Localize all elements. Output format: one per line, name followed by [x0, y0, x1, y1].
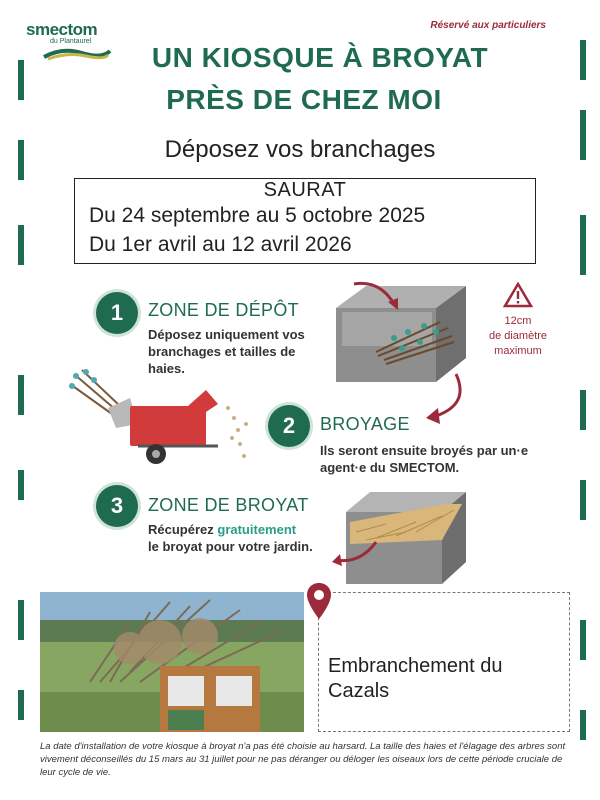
step-3-desc-after: le broyat pour votre jardin.: [148, 539, 313, 554]
left-border-dashes: [18, 0, 24, 800]
step-1-title: ZONE DE DÉPÔT: [148, 300, 299, 320]
location-line-1: Embranchement du: [328, 655, 503, 677]
logo-subtitle: du Plantaurel: [50, 38, 92, 45]
schedule-period-1: Du 24 septembre au 5 octobre 2025: [89, 204, 426, 227]
step-1-badge: 1: [96, 292, 138, 334]
page-title-line1: UN KIOSQUE À BROYAT: [151, 42, 489, 73]
diameter-warning: [478, 282, 558, 358]
warning-text-3: maximum: [494, 345, 542, 357]
step-2-badge: 2: [268, 405, 310, 447]
location-pin-icon: [306, 582, 332, 620]
kiosk-photo-image: [40, 592, 304, 732]
step-2-description: Ils seront ensuite broyés par un·e agent·e du SMECTOM.: [320, 443, 529, 475]
step-1-description: Déposez uniquement vos branchages et tailles de haies.: [148, 327, 305, 376]
right-border-dashes: [580, 0, 586, 800]
arrow-to-bin-icon: [350, 278, 410, 318]
step-3-title: ZONE DE BROYAT: [148, 495, 309, 515]
schedule-period-2: Du 1er avril au 12 avril 2026: [89, 233, 352, 256]
reserved-notice: Réservé aux particuliers: [430, 20, 546, 31]
warning-text-2: de diamètre: [488, 330, 548, 342]
wood-chipper-illustration: [68, 368, 264, 468]
step-3-desc-highlight: gratuitement: [217, 522, 297, 537]
schedule-city: SAURAT: [263, 179, 347, 201]
location-name: [328, 654, 560, 704]
warning-text-1: 12cm: [504, 315, 532, 327]
step-3-description: [148, 521, 328, 555]
arrow-to-step2-icon: [420, 370, 470, 430]
step-3-badge: 3: [96, 485, 138, 527]
kiosk-photo: [40, 592, 304, 732]
page-subtitle: Déposez vos branchages: [164, 136, 436, 163]
location-line-2: Cazals: [328, 680, 390, 702]
warning-triangle-icon: [503, 282, 533, 308]
schedule-box: [74, 178, 536, 264]
step-3-desc-before: Récupérez: [148, 522, 218, 537]
page-title-line2: PRÈS DE CHEZ MOI: [166, 84, 442, 115]
footer-note: La date d'installation de votre kiosque à broyat n'a pas été choisie au harsard. La taille des haies et l'élagage des arbres sont vivement déconseillés du 15 mars au 31 juillet pour ne pas déranger ou déloger les oiseaux lors de cette période cruciale de leur cycle de vie.: [40, 741, 566, 778]
arrow-from-mulch-icon: [330, 534, 380, 574]
logo-name: smectom: [26, 20, 98, 39]
step-2-title: BROYAGE: [320, 414, 410, 434]
